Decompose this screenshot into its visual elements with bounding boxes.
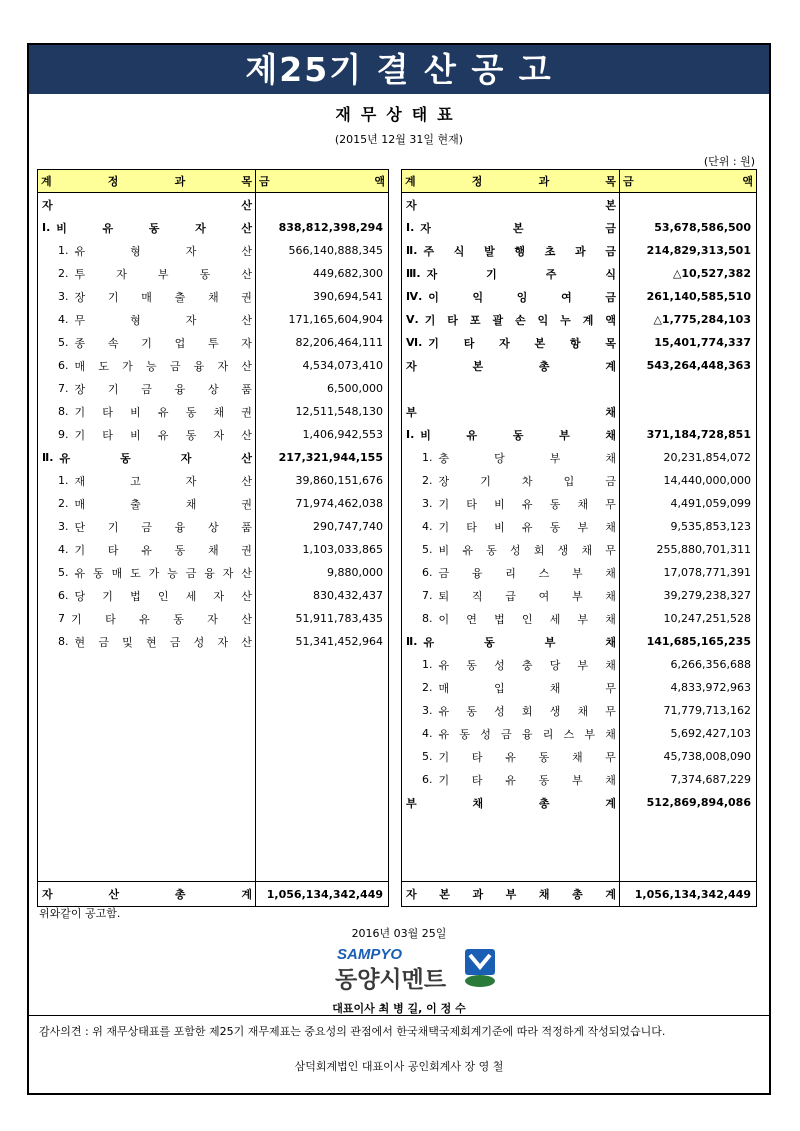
- table-row: [402, 653, 756, 676]
- row-label: 3. 기 타 비 유 동 채 무: [402, 492, 620, 515]
- row-label: 3. 유 동 성 회 생 채 무: [402, 699, 620, 722]
- table-row: [402, 308, 756, 331]
- row-label: 6. 매 도 가 능 금 융 자 산: [38, 354, 256, 377]
- publication-date: 2016년 03월 25일: [351, 927, 447, 940]
- row-label: 7. 퇴 직 급 여 부 채: [402, 584, 620, 607]
- table-row: [402, 446, 756, 469]
- row-value: 255,880,701,311: [656, 543, 751, 556]
- row-label: 자 산: [38, 193, 256, 216]
- row-label: 7. 장 기 금 융 상 품: [38, 377, 256, 400]
- equity-table-header: [402, 170, 756, 193]
- table-row: [402, 676, 756, 699]
- equity-rows: [402, 193, 756, 814]
- row-value: 830,432,437: [313, 589, 383, 602]
- table-row: [402, 538, 756, 561]
- row-label: 1. 재 고 자 산: [38, 469, 256, 492]
- table-row: [402, 722, 756, 745]
- header-amount: 금 액: [623, 175, 753, 188]
- equity-total-row: [402, 881, 756, 906]
- notice-frame: [27, 43, 771, 1095]
- equity-liabilities-table: [401, 169, 757, 907]
- row-label: 4. 유 동 성 금 융 리 스 부 채: [402, 722, 620, 745]
- row-label: 자 본: [402, 193, 620, 216]
- header-account: 계 정 과 목: [402, 170, 620, 192]
- row-label: 2. 매 출 채 권: [38, 492, 256, 515]
- row-value: 51,911,783,435: [295, 612, 383, 625]
- table-row: [402, 193, 756, 216]
- banner-title: 제25기 결 산 공 고: [29, 45, 769, 94]
- row-label: Ⅳ. 이 익 잉 여 금: [402, 285, 620, 308]
- logo-company-name: 동양시멘트: [335, 967, 447, 993]
- row-label: 6. 금 융 리 스 부 채: [402, 561, 620, 584]
- row-label: Ⅱ. 유 동 부 채: [402, 630, 620, 653]
- row-label: 1. 유 형 자 산: [38, 239, 256, 262]
- table-row: [402, 492, 756, 515]
- row-value: 390,694,541: [313, 290, 383, 303]
- table-row: [38, 193, 388, 216]
- row-label: 부 채: [402, 400, 620, 423]
- row-value: 4,534,073,410: [302, 359, 383, 372]
- table-row: [38, 423, 388, 446]
- statement-title: 재무상태표: [335, 105, 463, 124]
- row-value: [620, 400, 756, 423]
- row-label: 8. 현 금 및 현 금 성 자 산: [38, 630, 256, 653]
- row-value: 71,779,713,162: [663, 704, 751, 717]
- row-label: 3. 장 기 매 출 채 권: [38, 285, 256, 308]
- table-row: [402, 607, 756, 630]
- table-row: [402, 768, 756, 791]
- row-value: 371,184,728,851: [646, 428, 751, 441]
- row-label: 8. 이 연 법 인 세 부 채: [402, 607, 620, 630]
- row-value: 217,321,944,155: [278, 451, 383, 464]
- row-label: Ⅰ. 비 유 동 부 채: [402, 423, 620, 446]
- logo-emblem-icon: [465, 949, 495, 987]
- column-divider: [619, 192, 620, 882]
- table-row: [402, 791, 756, 814]
- row-value: 566,140,888,345: [288, 244, 383, 257]
- row-label: 5. 기 타 유 동 채 무: [402, 745, 620, 768]
- table-row: [38, 446, 388, 469]
- row-label: [402, 377, 620, 400]
- row-value: 71,974,462,038: [295, 497, 383, 510]
- table-row: [38, 492, 388, 515]
- row-value: 543,264,448,363: [646, 359, 751, 372]
- row-value: 53,678,586,500: [654, 221, 751, 234]
- row-label: Ⅱ. 주 식 발 행 초 과 금: [402, 239, 620, 262]
- row-label: 2. 장 기 차 입 금: [402, 469, 620, 492]
- row-value: 51,341,452,964: [295, 635, 383, 648]
- row-label: 6. 당 기 법 인 세 자 산: [38, 584, 256, 607]
- row-label: 4. 기 타 유 동 채 권: [38, 538, 256, 561]
- table-row: [402, 239, 756, 262]
- row-label: Ⅴ. 기 타 포 괄 손 익 누 계 액: [402, 308, 620, 331]
- table-row: [38, 354, 388, 377]
- assets-total-row: [38, 881, 388, 906]
- row-value: 290,747,740: [313, 520, 383, 533]
- row-value: 261,140,585,510: [646, 290, 751, 303]
- row-value: 7,374,687,229: [670, 773, 751, 786]
- table-row: [38, 262, 388, 285]
- row-label: Ⅱ. 유 동 자 산: [38, 446, 256, 469]
- ceo-signature: 대표이사 최 병 길, 이 정 수: [332, 1002, 466, 1015]
- row-label: Ⅰ. 비 유 동 자 산: [38, 216, 256, 239]
- table-row: [402, 561, 756, 584]
- row-value: 838,812,398,294: [278, 221, 383, 234]
- table-row: [38, 239, 388, 262]
- table-row: [38, 469, 388, 492]
- row-value: 512,869,894,086: [646, 796, 751, 809]
- row-label: Ⅲ. 자 기 주 식: [402, 262, 620, 285]
- row-value: 17,078,771,391: [663, 566, 751, 579]
- header-amount: 금 액: [259, 175, 385, 188]
- row-value: 14,440,000,000: [663, 474, 751, 487]
- table-row: [38, 538, 388, 561]
- table-row: [38, 561, 388, 584]
- row-value: 20,231,854,072: [663, 451, 751, 464]
- table-row: [38, 400, 388, 423]
- table-row: [38, 607, 388, 630]
- row-label: 3. 단 기 금 융 상 품: [38, 515, 256, 538]
- row-value: △10,527,382: [672, 267, 751, 280]
- row-value: 15,401,774,337: [654, 336, 751, 349]
- row-value: 39,279,238,327: [663, 589, 751, 602]
- table-row: [402, 630, 756, 653]
- row-label: 4. 무 형 자 산: [38, 308, 256, 331]
- table-row: [38, 308, 388, 331]
- equity-total-value: 1,056,134,342,449: [634, 887, 751, 901]
- table-row: [402, 377, 756, 400]
- table-row: [38, 216, 388, 239]
- row-label: Ⅵ. 기 타 자 본 항 목: [402, 331, 620, 354]
- table-row: [38, 515, 388, 538]
- row-value: 12,511,548,130: [295, 405, 383, 418]
- row-value: △1,775,284,103: [653, 313, 751, 326]
- table-row: [402, 285, 756, 308]
- logo-sampyo-text: SAMPYO: [337, 946, 403, 963]
- table-row: [402, 262, 756, 285]
- table-row: [38, 285, 388, 308]
- row-label: 4. 기 타 비 유 동 부 채: [402, 515, 620, 538]
- table-row: [38, 377, 388, 400]
- row-value: 171,165,604,904: [288, 313, 383, 326]
- row-value: 6,500,000: [327, 382, 383, 395]
- column-divider: [255, 192, 256, 882]
- table-row: [402, 423, 756, 446]
- row-label: 5. 종 속 기 업 투 자: [38, 331, 256, 354]
- table-row: [402, 331, 756, 354]
- row-value: 449,682,300: [313, 267, 383, 280]
- row-label: 5. 유 동 매 도 가 능 금 융 자 산: [38, 561, 256, 584]
- assets-table-header: [38, 170, 388, 193]
- audit-opinion: 감사의견 : 위 재무상태표를 포함한 제25기 재무제표는 중요성의 관점에서 한국채택국제회계기준에 따라 적정하게 작성되었습니다.: [39, 1025, 666, 1038]
- row-label: 자 본 총 계: [402, 354, 620, 377]
- row-label: Ⅰ. 자 본 금: [402, 216, 620, 239]
- row-value: [620, 377, 756, 400]
- row-value: 82,206,464,111: [295, 336, 383, 349]
- row-label: 8. 기 타 비 유 동 채 권: [38, 400, 256, 423]
- row-value: 9,535,853,123: [670, 520, 751, 533]
- table-row: [402, 515, 756, 538]
- row-value: 6,266,356,688: [670, 658, 751, 671]
- table-row: [402, 584, 756, 607]
- notice-text: 위와같이 공고함.: [39, 907, 121, 920]
- table-row: [38, 630, 388, 653]
- assets-table: [37, 169, 389, 907]
- row-value: 9,880,000: [327, 566, 383, 579]
- assets-rows: [38, 193, 388, 653]
- company-logo: [333, 943, 503, 993]
- assets-total-label: 자 산 총 계: [38, 882, 256, 906]
- divider: [29, 1015, 769, 1016]
- unit-label: (단위 : 원): [703, 155, 755, 168]
- table-row: [402, 400, 756, 423]
- row-value: 45,738,008,090: [663, 750, 751, 763]
- table-row: [402, 699, 756, 722]
- table-row: [402, 216, 756, 239]
- equity-total-label: 자 본 과 부 채 총 계: [402, 882, 620, 906]
- assets-total-value: 1,056,134,342,449: [266, 887, 383, 901]
- row-value: 1,103,033,865: [302, 543, 383, 556]
- row-value: 214,829,313,501: [646, 244, 751, 257]
- row-value: 5,692,427,103: [670, 727, 751, 740]
- table-row: [402, 745, 756, 768]
- row-value: 141,685,165,235: [646, 635, 751, 648]
- row-label: 5. 비 유 동 성 회 생 채 무: [402, 538, 620, 561]
- row-value: [256, 193, 388, 216]
- row-label: 1. 유 동 성 충 당 부 채: [402, 653, 620, 676]
- row-value: 1,406,942,553: [302, 428, 383, 441]
- table-row: [402, 354, 756, 377]
- table-row: [402, 469, 756, 492]
- as-of-date: (2015년 12월 31일 현재): [334, 133, 464, 146]
- header-account: 계 정 과 목: [38, 170, 256, 192]
- auditor-line: 삼덕회계법인 대표이사 공인회계사 장 영 철: [294, 1060, 504, 1073]
- row-label: 2. 매 입 채 무: [402, 676, 620, 699]
- table-row: [38, 331, 388, 354]
- row-value: 39,860,151,676: [295, 474, 383, 487]
- row-label: 1. 충 당 부 채: [402, 446, 620, 469]
- row-label: 부 채 총 계: [402, 791, 620, 814]
- row-value: 10,247,251,528: [663, 612, 751, 625]
- row-label: 2. 투 자 부 동 산: [38, 262, 256, 285]
- row-value: 4,833,972,963: [670, 681, 751, 694]
- row-label: 9. 기 타 비 유 동 자 산: [38, 423, 256, 446]
- row-label: 6. 기 타 유 동 부 채: [402, 768, 620, 791]
- table-row: [38, 584, 388, 607]
- row-label: 7 기 타 유 동 자 산: [38, 607, 256, 630]
- row-value: 4,491,059,099: [670, 497, 751, 510]
- row-value: [620, 193, 756, 216]
